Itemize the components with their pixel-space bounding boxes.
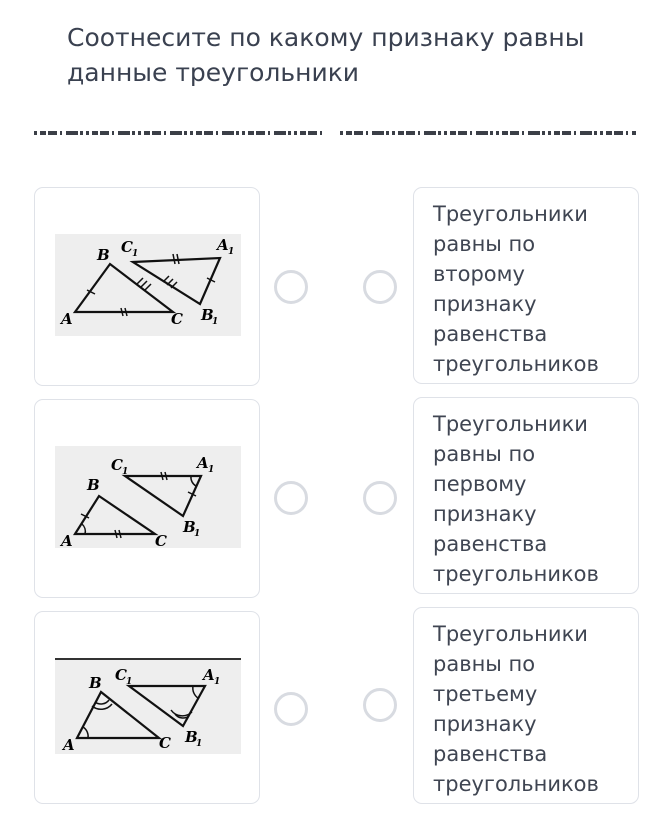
label-c: C — [159, 734, 171, 752]
triangles-figure-2 — [55, 446, 241, 548]
answer-card-3[interactable] — [413, 607, 639, 804]
label-c1: C — [111, 456, 123, 474]
label-c1-sub: 1 — [132, 249, 139, 259]
label-c1: C — [121, 238, 133, 256]
label-c: C — [155, 532, 167, 548]
divider-right — [340, 124, 630, 142]
radio-left-1[interactable] — [274, 270, 308, 304]
triangles-figure-3 — [55, 658, 241, 754]
answer-text-2: Треугольники равны по первому признаку равенства треугольников — [433, 412, 599, 586]
triangle-image-card-1[interactable] — [34, 187, 260, 386]
label-b1: B — [183, 518, 196, 536]
label-c1-sub: 1 — [122, 467, 129, 477]
answer-text-3: Треугольники равны по третьему признаку равенства треугольников — [433, 622, 599, 796]
radio-left-2[interactable] — [274, 481, 308, 515]
label-a: A — [61, 310, 73, 328]
label-b1-sub: 1 — [194, 529, 201, 539]
label-a: A — [61, 532, 73, 548]
label-c: C — [171, 310, 183, 328]
label-c1: C — [115, 666, 127, 684]
triangle-image-card-2[interactable] — [34, 399, 260, 598]
divider-left — [34, 124, 324, 142]
label-a1-sub: 1 — [214, 677, 221, 687]
label-b: B — [87, 476, 100, 494]
label-a1: A — [197, 454, 209, 472]
label-b1-sub: 1 — [196, 739, 203, 749]
label-b1-sub: 1 — [212, 317, 219, 327]
radio-left-3[interactable] — [274, 692, 308, 726]
triangles-figure-1 — [55, 234, 241, 336]
label-c1-sub: 1 — [126, 677, 133, 687]
triangle-image-card-3[interactable] — [34, 611, 260, 804]
answer-card-1[interactable] — [413, 187, 639, 384]
question-title: Соотнесите по какому признаку равны данные треугольники — [67, 23, 585, 87]
answer-text-1: Треугольники равны по второму признаку равенства треугольников — [433, 202, 599, 376]
label-a1: A — [203, 666, 215, 684]
label-b: B — [97, 246, 110, 264]
label-a1-sub: 1 — [208, 465, 215, 475]
label-b: B — [89, 674, 102, 692]
answer-card-2[interactable] — [413, 397, 639, 594]
label-a1-sub: 1 — [228, 247, 235, 257]
label-b1: B — [201, 306, 214, 324]
label-b1: B — [185, 728, 198, 746]
radio-right-2[interactable] — [363, 481, 397, 515]
label-a1: A — [217, 236, 229, 254]
radio-right-3[interactable] — [363, 688, 397, 722]
label-a: A — [63, 736, 75, 754]
radio-right-1[interactable] — [363, 270, 397, 304]
